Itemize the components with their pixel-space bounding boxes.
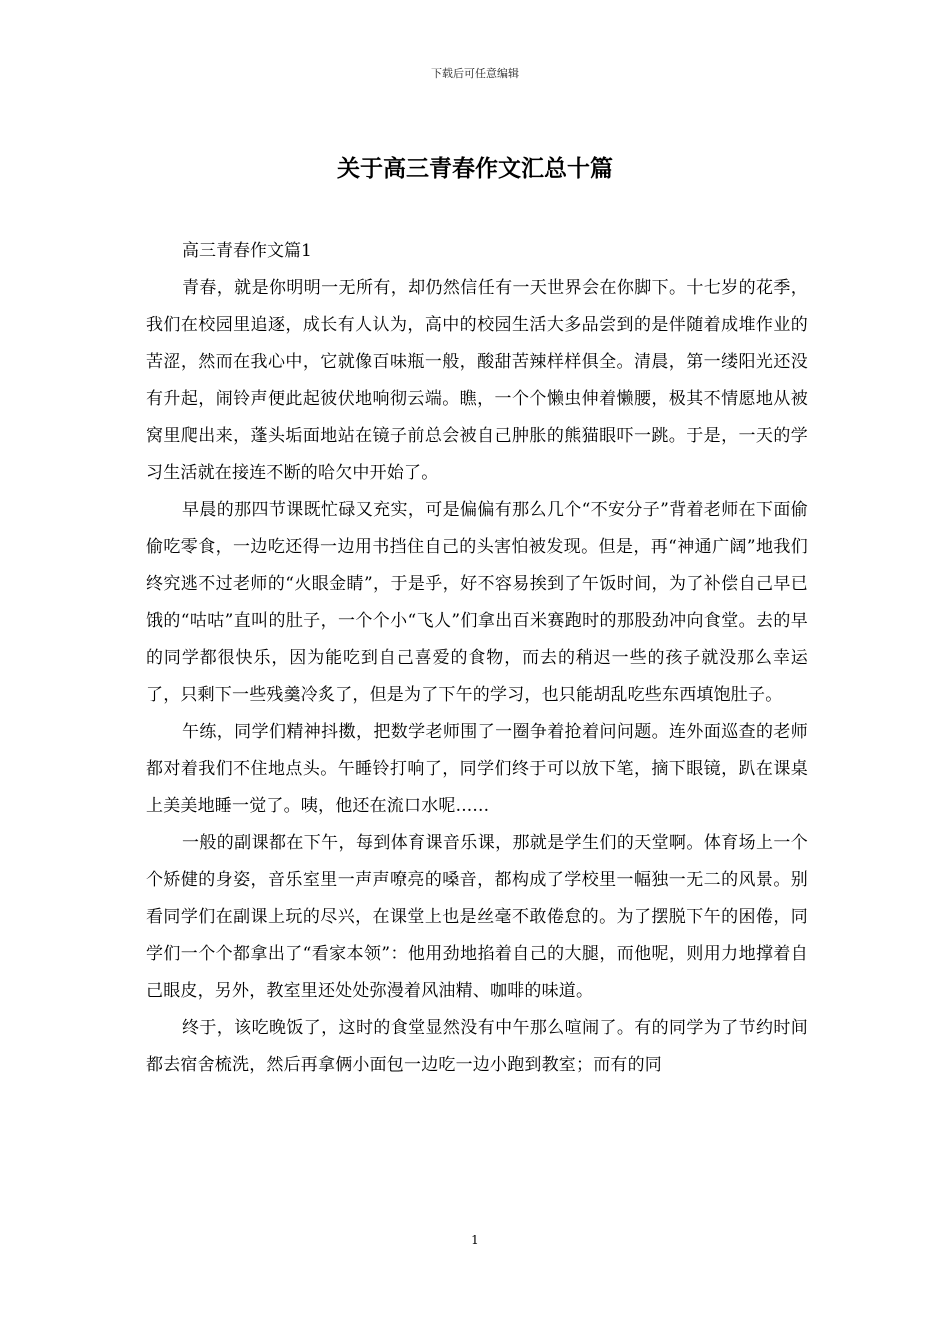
paragraph-5: 终于，该吃晚饭了，这时的食堂显然没有中午那么喧闹了。有的同学为了节约时间都去宿舍梳洗，然后再拿俩小面包一边吃一边小跑到教室；而有的同 — [146, 1018, 808, 1075]
paragraph-1: 青春，就是你明明一无所有，却仍然信任有一天世界会在你脚下。十七岁的花季，我们在校园里追逐，成长有人认为，高中的校园生活大多品尝到的是伴随着成堆作业的苦涩，然而在我心中，它就像百味瓶一般，酸甜苦辣样样俱全。清晨，第一缕阳光还没有升起，闹铃声便此起彼伏地响彻云端。瞧，一个个懒虫伸着懒腰，极其不情愿地从被窝里爬出来，蓬头垢面地站在镜子前总会被自己肿胀的熊猫眼吓一跳。于是，一天的学习生活就在接连不断的哈欠中开始了。 — [146, 278, 808, 483]
paragraph-3: 午练，同学们精神抖擞，把数学老师围了一圈争着抢着问问题。连外面巡查的老师都对着我们不住地点头。午睡铃打响了，同学们终于可以放下笔，摘下眼镜，趴在课桌上美美地睡一觉了。咦，他还在流口水呢...... — [146, 722, 808, 816]
section-heading: 高三青春作文篇1 — [182, 241, 312, 261]
header-note: 下载后可任意编辑 — [431, 67, 519, 80]
paragraph-2: 早晨的那四节课既忙碌又充实，可是偏偏有那么几个“不安分子”背着老师在下面偷偷吃零食，一边吃还得一边用书挡住自己的头害怕被发现。但是，再“神通广阔”地我们终究逃不过老师的“火眼金睛”，于是乎，好不容易挨到了午饭时间，为了补偿自己早已饿的“咕咕”直叫的肚子，一个个小“飞人”们拿出百米赛跑时的那股劲冲向食堂。去的早的同学都很快乐，因为能吃到自己喜爱的食物，而去的稍迟一些的孩子就没那么幸运了，只剩下一些残羹冷炙了，但是为了下午的学习，也只能胡乱吃些东西填饱肚子。 — [146, 500, 808, 705]
page-number: 1 — [471, 1233, 479, 1247]
document-body — [146, 233, 808, 1084]
paragraph-4: 一般的副课都在下午，每到体育课音乐课，那就是学生们的天堂啊。体育场上一个个矫健的身姿，音乐室里一声声嘹亮的嗓音，都构成了学校里一幅独一无二的风景。别看同学们在副课上玩的尽兴，在课堂上也是丝毫不敢倦怠的。为了摆脱下午的困倦，同学们一个个都拿出了“看家本领”：他用劲地掐着自己的大腿，而他呢，则用力地撑着自己眼皮，另外，教室里还处处弥漫着风油精、咖啡的味道。 — [146, 833, 808, 1001]
document-title: 关于高三青春作文汇总十篇 — [337, 155, 613, 182]
